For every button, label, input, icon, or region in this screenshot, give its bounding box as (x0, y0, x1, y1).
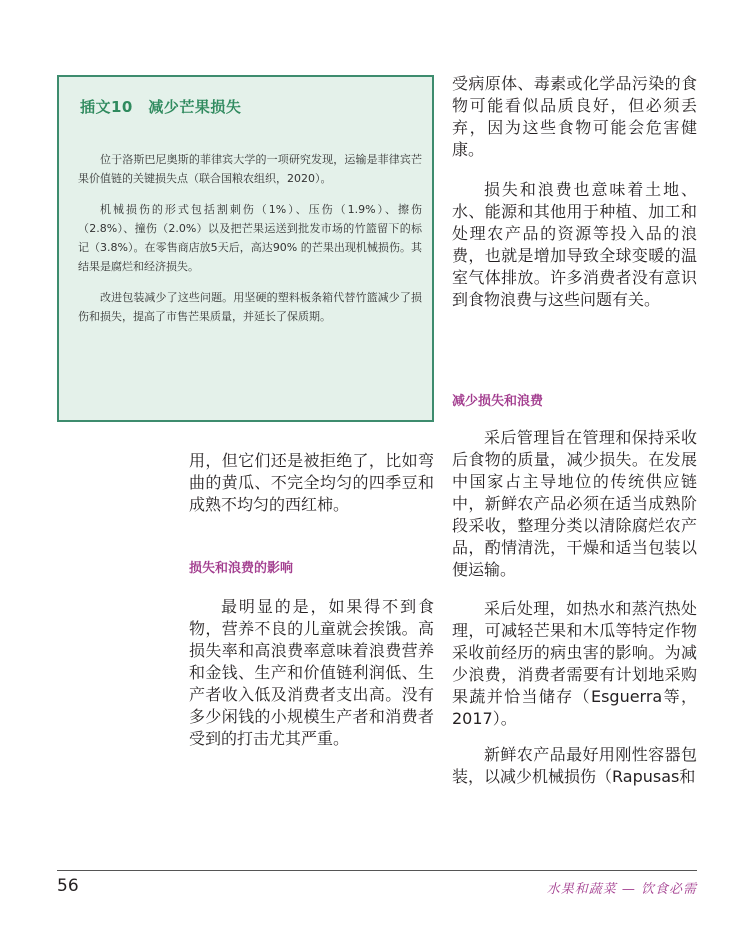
right-column-fifth (452, 744, 697, 788)
body-paragraph: 损失和浪费也意味着土地、水、能源和其他用于种植、加工和处理农产品的资源等投入品的浪费，也就是增加导致全球变暖的温室气体排放。许多消费者没有意识到食物浪费与这些问题有关。 (452, 180, 697, 309)
right-column-third (452, 427, 697, 581)
box-body (78, 150, 422, 338)
box-paragraph: 改进包装减少了这些问题。用坚硬的塑料板条箱代替竹篮减少了损伤和损失，提高了市售芒果质量，并延长了保质期。 (78, 291, 422, 323)
left-column-continuation-block (189, 450, 434, 516)
body-paragraph: 最明显的是，如果得不到食物，营养不良的儿童就会挨饿。高损失率和高浪费率意味着浪费营养和金钱、生产和价值链利润低、生产者收入低及消费者支出高。没有多少闲钱的小规模生产者和消费者受到的打击尤其严重。 (189, 597, 434, 748)
body-paragraph: 受病原体、毒素或化学品污染的食物可能看似品质良好，但必须丢弃，因为这些食物可能会危害健康。 (452, 74, 697, 159)
section-heading-reduce: 减少损失和浪费 (452, 394, 544, 409)
left-column-body (189, 596, 434, 750)
page-number: 56 (57, 876, 79, 896)
sidebar-box (57, 75, 434, 422)
body-paragraph: 新鲜农产品最好用刚性容器包装，以减少机械损伤（Rapusas和 (452, 745, 697, 786)
right-column-second (452, 179, 697, 311)
footer-divider (57, 870, 697, 871)
body-paragraph: 采后管理旨在管理和保持采收后食物的质量，减少损失。在发展中国家占主导地位的传统供应链中，新鲜农产品必须在适当成熟阶段采收，整理分类以清除腐烂农产品，酌情清洗，干燥和适当包装以便运输。 (452, 428, 697, 579)
body-paragraph: 采后处理，如热水和蒸汽热处理，可减轻芒果和木瓜等特定作物采收前经历的病虫害的影响。为减少浪费，消费者需要有计划地采购果蔬并恰当储存（Esguerra等，2017）。 (452, 599, 697, 728)
box-paragraph: 机械损伤的形式包括割刺伤（1%）、压伤（1.9%）、擦伤（2.8%）、撞伤（2.0%）以及把芒果运送到批发市场的竹篮留下的标记（3.8%）。在零售商店放5天后，高达90% 的芒果出现机械损伤。其结果是腐烂和经济损失。 (78, 203, 422, 273)
section-heading-impact: 损失和浪费的影响 (189, 561, 294, 576)
right-column-fourth (452, 598, 697, 730)
running-title: 水果和蔬菜 — 饮食必需 (546, 882, 697, 897)
right-column-top (452, 73, 697, 161)
continuation-paragraph: 用，但它们还是被拒绝了，比如弯曲的黄瓜、不完全均匀的四季豆和成熟不均匀的西红柿。 (189, 451, 434, 514)
box-title: 插文10 减少芒果损失 (80, 98, 242, 116)
box-paragraph: 位于洛斯巴尼奥斯的菲律宾大学的一项研究发现，运输是菲律宾芒果价值链的关键损失点（联合国粮农组织，2020）。 (78, 153, 422, 185)
